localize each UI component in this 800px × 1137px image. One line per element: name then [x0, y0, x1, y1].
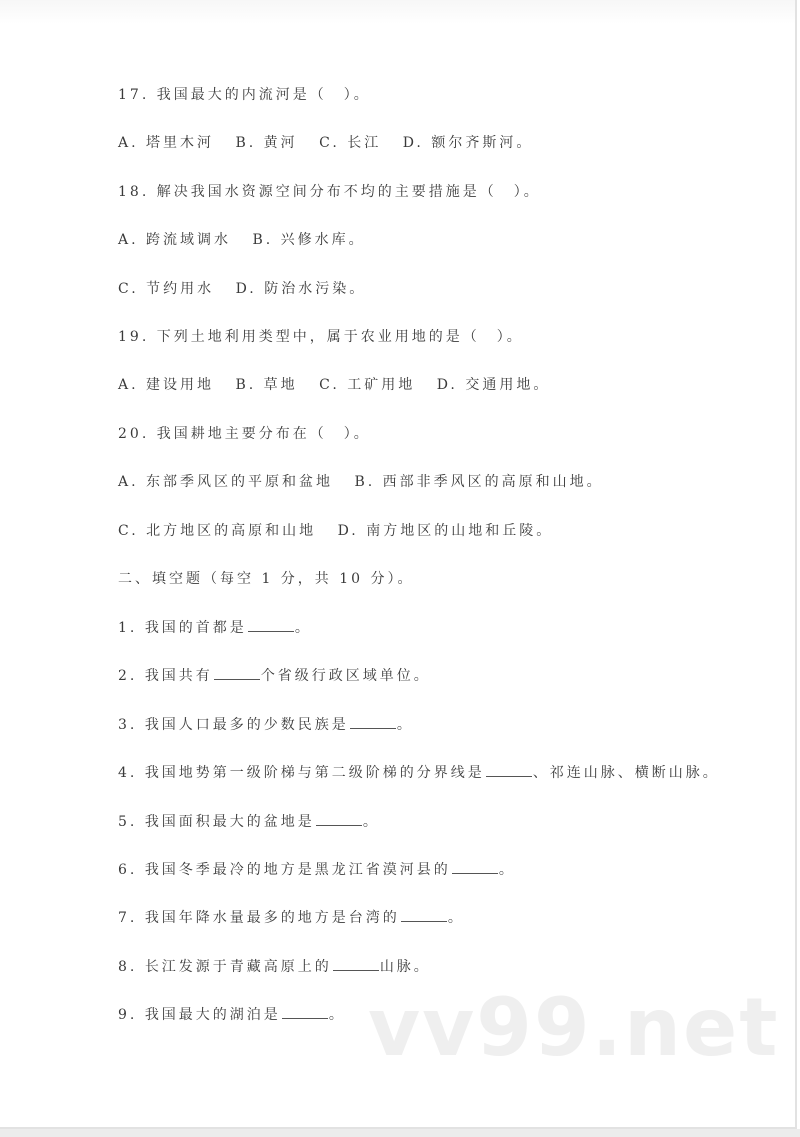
fill-question-1	[118, 617, 312, 638]
watermark: vv99.net	[368, 981, 780, 1074]
question-text: 我国最大的内流河是（ ）。	[156, 87, 371, 103]
question-text-before: 我国面积最大的盆地是	[144, 814, 315, 830]
option-c: C. 工矿用地	[319, 377, 416, 393]
question-number: 19.	[118, 329, 150, 345]
question-text: 下列土地利用类型中，属于农业用地的是（ ）。	[156, 329, 524, 345]
question-text-after: 。	[328, 1007, 346, 1023]
fill-question-4	[118, 762, 720, 783]
question-19-options	[118, 375, 550, 395]
question-17-stem	[118, 85, 371, 105]
question-number: 5.	[118, 814, 138, 830]
question-number: 7.	[118, 910, 138, 926]
question-number: 20.	[118, 426, 150, 442]
option-a: A. 塔里木河	[118, 135, 215, 151]
question-text-after: 。	[498, 862, 516, 878]
question-text-after: 。	[447, 910, 465, 926]
option-a: A. 建设用地	[118, 377, 215, 393]
question-text: 我国耕地主要分布在（ ）。	[156, 426, 371, 442]
question-number: 8.	[118, 959, 138, 975]
question-number: 9.	[118, 1007, 138, 1023]
question-18-options-row-2	[118, 279, 366, 299]
option-b: B. 黄河	[235, 135, 298, 151]
fill-question-6	[118, 859, 516, 880]
answer-blank[interactable]	[350, 714, 396, 729]
question-text-after: 山脉。	[379, 959, 431, 975]
question-20-options-row-2	[118, 521, 553, 541]
question-number: 6.	[118, 862, 138, 878]
option-c: C. 节约用水	[118, 281, 215, 297]
question-text-after: 个省级行政区域单位。	[260, 668, 431, 684]
question-text-after: 。	[362, 814, 380, 830]
fill-question-9	[118, 1004, 346, 1025]
question-text-before: 我国共有	[144, 668, 213, 684]
option-a: A. 跨流域调水	[118, 232, 232, 248]
question-text-before: 我国冬季最冷的地方是黑龙江省漠河县的	[144, 862, 451, 878]
option-b: B. 兴修水库。	[252, 232, 366, 248]
option-d: D. 额尔齐斯河。	[402, 135, 534, 151]
option-a: A. 东部季风区的平原和盆地	[118, 474, 334, 490]
question-text-before: 我国最大的湖泊是	[144, 1007, 281, 1023]
option-b: B. 西部非季风区的高原和山地。	[354, 474, 604, 490]
answer-blank[interactable]	[214, 665, 260, 680]
question-number: 1.	[118, 620, 138, 636]
answer-blank[interactable]	[248, 617, 294, 632]
question-text-before: 我国年降水量最多的地方是台湾的	[144, 910, 400, 926]
question-text-before: 我国地势第一级阶梯与第二级阶梯的分界线是	[144, 765, 485, 781]
question-number: 18.	[118, 184, 150, 200]
fill-question-3	[118, 714, 414, 735]
option-d: D. 防治水污染。	[235, 281, 367, 297]
answer-blank[interactable]	[452, 859, 498, 874]
section-two-heading: 二、填空题（每空 1 分，共 10 分）。	[118, 571, 415, 587]
question-text-before: 我国人口最多的少数民族是	[144, 717, 349, 733]
fill-question-7	[118, 907, 465, 928]
answer-blank[interactable]	[401, 907, 447, 922]
fill-question-2	[118, 665, 431, 686]
fill-question-5	[118, 811, 380, 832]
question-19-stem	[118, 327, 524, 347]
question-text-after: 。	[396, 717, 414, 733]
question-18-options-row-1	[118, 230, 366, 250]
option-c: C. 北方地区的高原和山地	[118, 523, 317, 539]
question-20-stem	[118, 424, 371, 444]
question-number: 17.	[118, 87, 150, 103]
fill-question-8	[118, 956, 431, 977]
page-top-edge	[0, 0, 795, 24]
page-bottom-edge	[0, 1129, 800, 1137]
question-17-options	[118, 133, 533, 153]
question-18-stem	[118, 182, 541, 202]
question-text-after: 、祁连山脉、横断山脉。	[532, 765, 720, 781]
question-text: 解决我国水资源空间分布不均的主要措施是（ ）。	[156, 184, 541, 200]
answer-blank[interactable]	[316, 811, 362, 826]
option-b: B. 草地	[235, 377, 298, 393]
answer-blank[interactable]	[333, 956, 379, 971]
question-text-after: 。	[294, 620, 312, 636]
question-number: 4.	[118, 765, 138, 781]
question-20-options-row-1	[118, 472, 604, 492]
answer-blank[interactable]	[282, 1004, 328, 1019]
option-c: C. 长江	[319, 135, 382, 151]
option-d: D. 交通用地。	[436, 377, 551, 393]
answer-blank[interactable]	[486, 762, 532, 777]
question-number: 3.	[118, 717, 138, 733]
option-d: D. 南方地区的山地和丘陵。	[337, 523, 554, 539]
question-text-before: 我国的首都是	[144, 620, 247, 636]
question-text-before: 长江发源于青藏高原上的	[144, 959, 332, 975]
question-number: 2.	[118, 668, 138, 684]
